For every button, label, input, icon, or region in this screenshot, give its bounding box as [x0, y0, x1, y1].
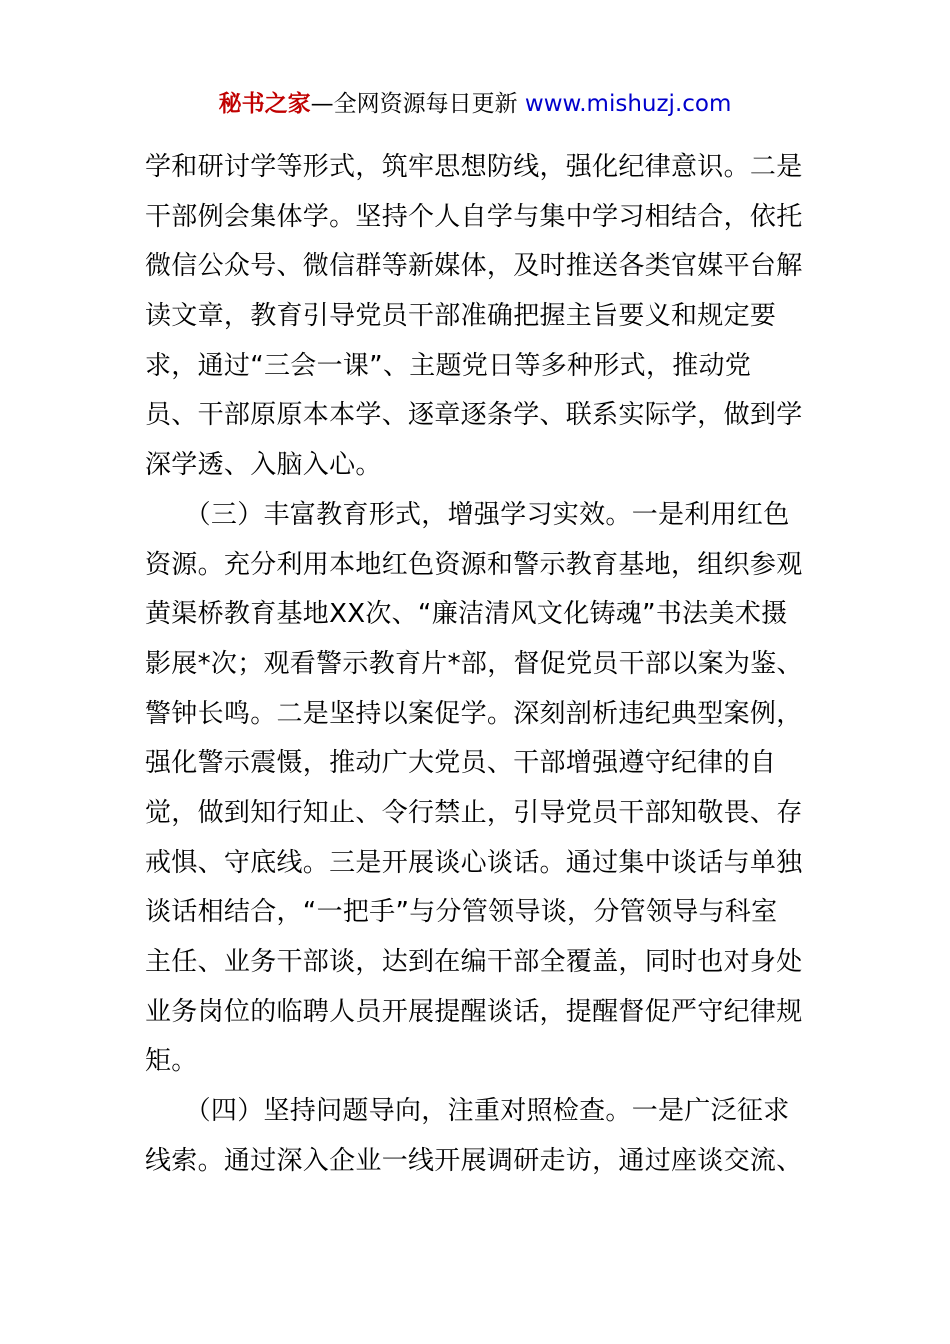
body-line: 员、干部原原本本学、逐章逐条学、联系实际学，做到学 — [145, 400, 803, 431]
section-heading-line: （三）丰富教育形式，增强学习实效。一是利用红色 — [145, 499, 790, 530]
body-line: 求，通过“三会一课”、主题党日等多种形式，推动党 — [145, 350, 752, 381]
site-tagline: —全网资源每日更新 — [310, 91, 525, 117]
body-line: 读文章，教育引导党员干部准确把握主旨要义和规定要 — [145, 301, 777, 332]
body-line: 微信公众号、微信群等新媒体，及时推送各类官媒平台解 — [145, 251, 803, 282]
body-line: 影展*次；观看警示教育片*部，督促党员干部以案为鉴、 — [145, 648, 803, 679]
site-brand: 秘书之家 — [218, 91, 311, 117]
body-line: 觉，做到知行知止、令行禁止，引导党员干部知敬畏、存 — [145, 797, 803, 828]
body-line: 线索。通过深入企业一线开展调研走访，通过座谈交流、 — [145, 1145, 803, 1176]
body-line: 主任、业务干部谈，达到在编干部全覆盖，同时也对身处 — [145, 947, 803, 977]
body-line: 深学透、入脑入心。 — [145, 450, 382, 481]
body-line: 干部例会集体学。坚持个人自学与集中学习相结合，依托 — [145, 201, 803, 232]
body-line: 黄渠桥教育基地XX次、“廉洁清风文化铸魂”书法美术摄 — [145, 599, 788, 630]
body-line: 强化警示震慑，推动广大党员、干部增强遵守纪律的自 — [145, 748, 777, 779]
body-line: 资源。充分利用本地红色资源和警示教育基地，组织参观 — [145, 549, 803, 580]
site-header — [0, 88, 950, 120]
section-heading-line: （四）坚持问题导向，注重对照检查。一是广泛征求 — [145, 1096, 790, 1127]
body-line: 谈话相结合，“一把手”与分管领导谈，分管领导与科室 — [145, 897, 778, 928]
site-url-link[interactable]: www.mishuzj.com — [524, 91, 732, 117]
body-line: 业务岗位的临聘人员开展提醒谈话，提醒督促严守纪律规 — [145, 996, 803, 1027]
body-line: 矩。 — [145, 1046, 198, 1077]
body-line: 学和研讨学等形式，筑牢思想防线，强化纪律意识。二是 — [145, 152, 803, 182]
body-line: 警钟长鸣。二是坚持以案促学。深刻剖析违纪典型案例， — [145, 698, 803, 729]
document-body — [145, 143, 809, 1186]
body-line: 戒惧、守底线。三是开展谈心谈话。通过集中谈话与单独 — [145, 847, 803, 878]
